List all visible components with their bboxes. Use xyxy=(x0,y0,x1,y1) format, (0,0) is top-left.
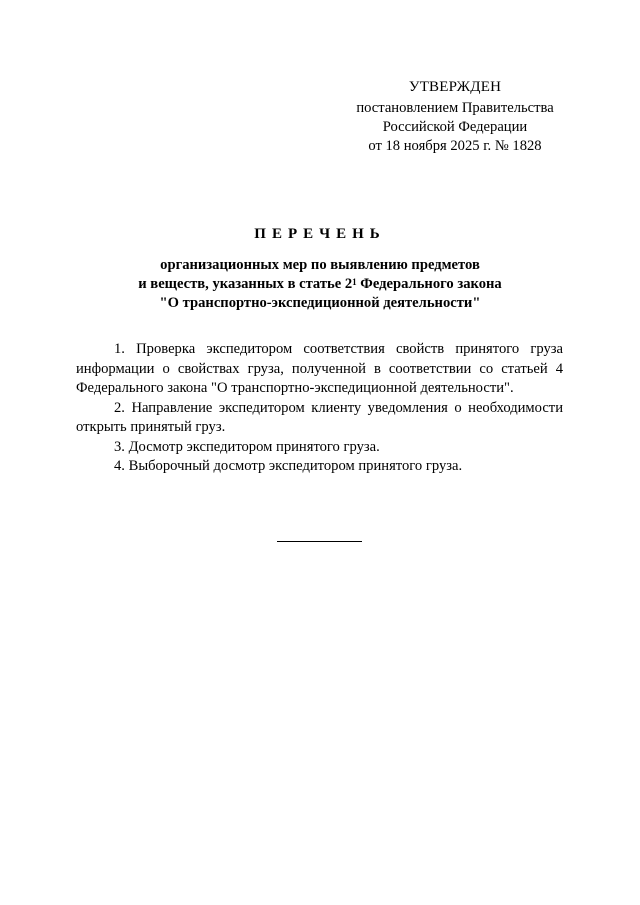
list-item: 2. Направление экспедитором клиенту уведомления о необходимости открыть принятый груз. xyxy=(76,399,563,435)
subtitle-line-2-post: Федерального закона xyxy=(356,276,502,292)
approval-line-1: постановлением Правительства xyxy=(356,100,554,116)
subtitle-line-2 xyxy=(80,275,560,294)
subtitle-line-1: организационных мер по выявлению предметов xyxy=(160,257,480,273)
approval-line-2: Российской Федерации xyxy=(382,119,528,135)
measures-list xyxy=(76,340,563,477)
title-block xyxy=(80,226,560,313)
document-title: ПЕРЕЧЕНЬ xyxy=(254,226,386,242)
list-item: 4. Выборочный досмотр экспедитором принятого груза. xyxy=(114,458,463,474)
end-separator-line xyxy=(277,541,362,542)
subtitle-line-2-pre: и веществ, указанных в статье 2 xyxy=(138,276,353,292)
document-subtitle xyxy=(80,256,560,313)
list-item: 3. Досмотр экспедитором принятого груза. xyxy=(114,438,380,455)
subtitle-superscript: 1 xyxy=(352,277,357,287)
approval-heading: УТВЕРЖДЕН xyxy=(408,79,502,95)
approval-stamp xyxy=(340,78,570,156)
list-item: 1. Проверка экспедитором соответствия свойств принятого груза информации о свойствах груза, полученной в соответствии со статьей 4 Федерального закона "О транспортно-экспедиционной деятельности". xyxy=(76,341,563,396)
approval-date-number: от 18 ноября 2025 г. № 1828 xyxy=(368,138,542,154)
subtitle-line-3: "О транспортно-экспедиционной деятельности" xyxy=(159,295,481,311)
